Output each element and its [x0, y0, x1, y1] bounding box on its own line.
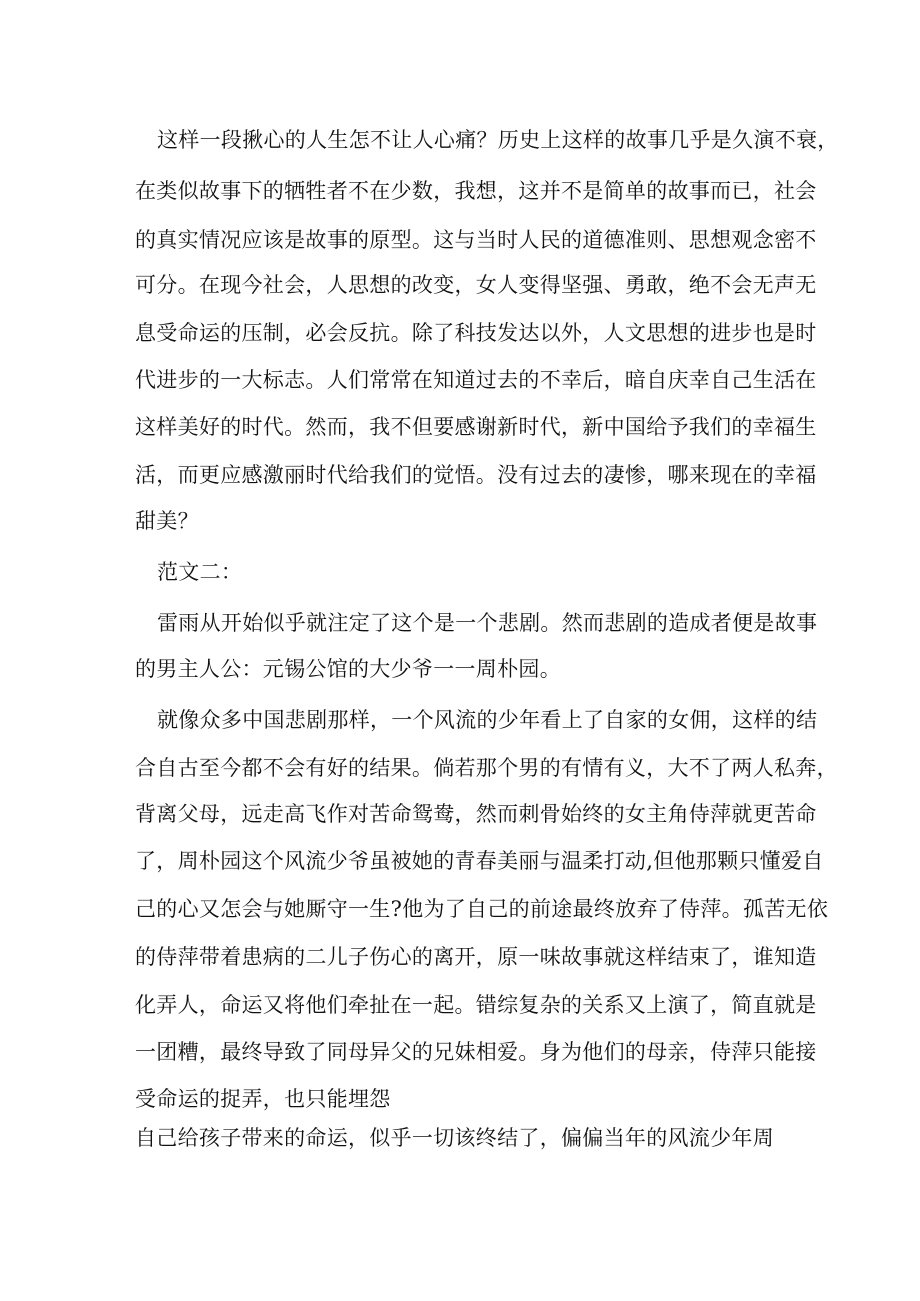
paragraph-1-line-1: 这样一段揪心的人生怎不让人心痛？历史上这样的故事几乎是久演不衰， — [157, 128, 839, 152]
paragraph-1-line-7: 这样美好的时代。然而，我不但要感谢新时代，新中国给予我们的幸福生 — [135, 415, 817, 439]
paragraph-1-line-3: 的真实情况应该是故事的原型。这与当时人民的道德准则、思想观念密不 — [135, 228, 817, 252]
paragraph-1-line-5: 息受命运的压制，必会反抗。除了科技发达以外，人文思想的进步也是时 — [135, 321, 817, 345]
paragraph-1-line-4: 可分。在现今社会，人思想的改变，女人变得坚强、勇敢，绝不会无声无 — [135, 273, 817, 297]
paragraph-1-line-2: 在类似故事下的牺牲者不在少数，我想，这并不是简单的故事而已，社会 — [135, 179, 817, 203]
paragraph-2-line-1: 雷雨从开始似乎就注定了这个是一个悲剧。然而悲剧的造成者便是故事 — [157, 611, 818, 635]
paragraph-1-line-8: 活，而更应感激丽时代给我们的觉悟。没有过去的凄惨，哪来现在的幸福 — [135, 463, 817, 487]
paragraph-3-line-3: 背离父母，远走高飞作对苦命鸳鸯，然而刺骨始终的女主角侍萍就更苦命 — [135, 802, 817, 826]
paragraph-3-line-8: 一团糟，最终导致了同母异父的兄妹相爱。身为他们的母亲，侍萍只能接 — [135, 1040, 817, 1064]
paragraph-3-line-1: 就像众多中国悲剧那样，一个风流的少年看上了自家的女佣，这样的结 — [157, 708, 818, 732]
paragraph-3-line-10: 自己给孩子带来的命运，似乎一切该终结了，偏偏当年的风流少年周 — [135, 1126, 774, 1150]
paragraph-3-line-5: 己的心又怎会与她厮守一生?他为了自己的前途最终放弃了侍萍。孤苦无依 — [135, 897, 829, 921]
section-heading: 范文二： — [157, 560, 243, 584]
paragraph-3-line-9: 受命运的捉弄，也只能埋怨 — [135, 1087, 391, 1111]
paragraph-2-line-2: 的男主人公：元锡公馆的大少爷一一周朴园。 — [135, 657, 561, 681]
paragraph-1-line-9: 甜美？ — [135, 509, 199, 533]
paragraph-3-line-4: 了，周朴园这个风流少爷虽被她的青春美丽与温柔打动,但他那颗只懂爱自 — [135, 849, 824, 873]
paragraph-1-line-6: 代进步的一大标志。人们常常在知道过去的不幸后，暗自庆幸自己生活在 — [135, 368, 817, 392]
paragraph-3-line-7: 化弄人，命运又将他们牵扯在一起。错综复杂的关系又上演了，简直就是 — [135, 993, 817, 1017]
paragraph-3-line-6: 的侍萍带着患病的二儿子伤心的离开，原一味故事就这样结束了，谁知造 — [135, 945, 817, 969]
paragraph-3-line-2: 合自古至今都不会有好的结果。倘若那个男的有情有义，大不了两人私奔， — [135, 756, 838, 780]
